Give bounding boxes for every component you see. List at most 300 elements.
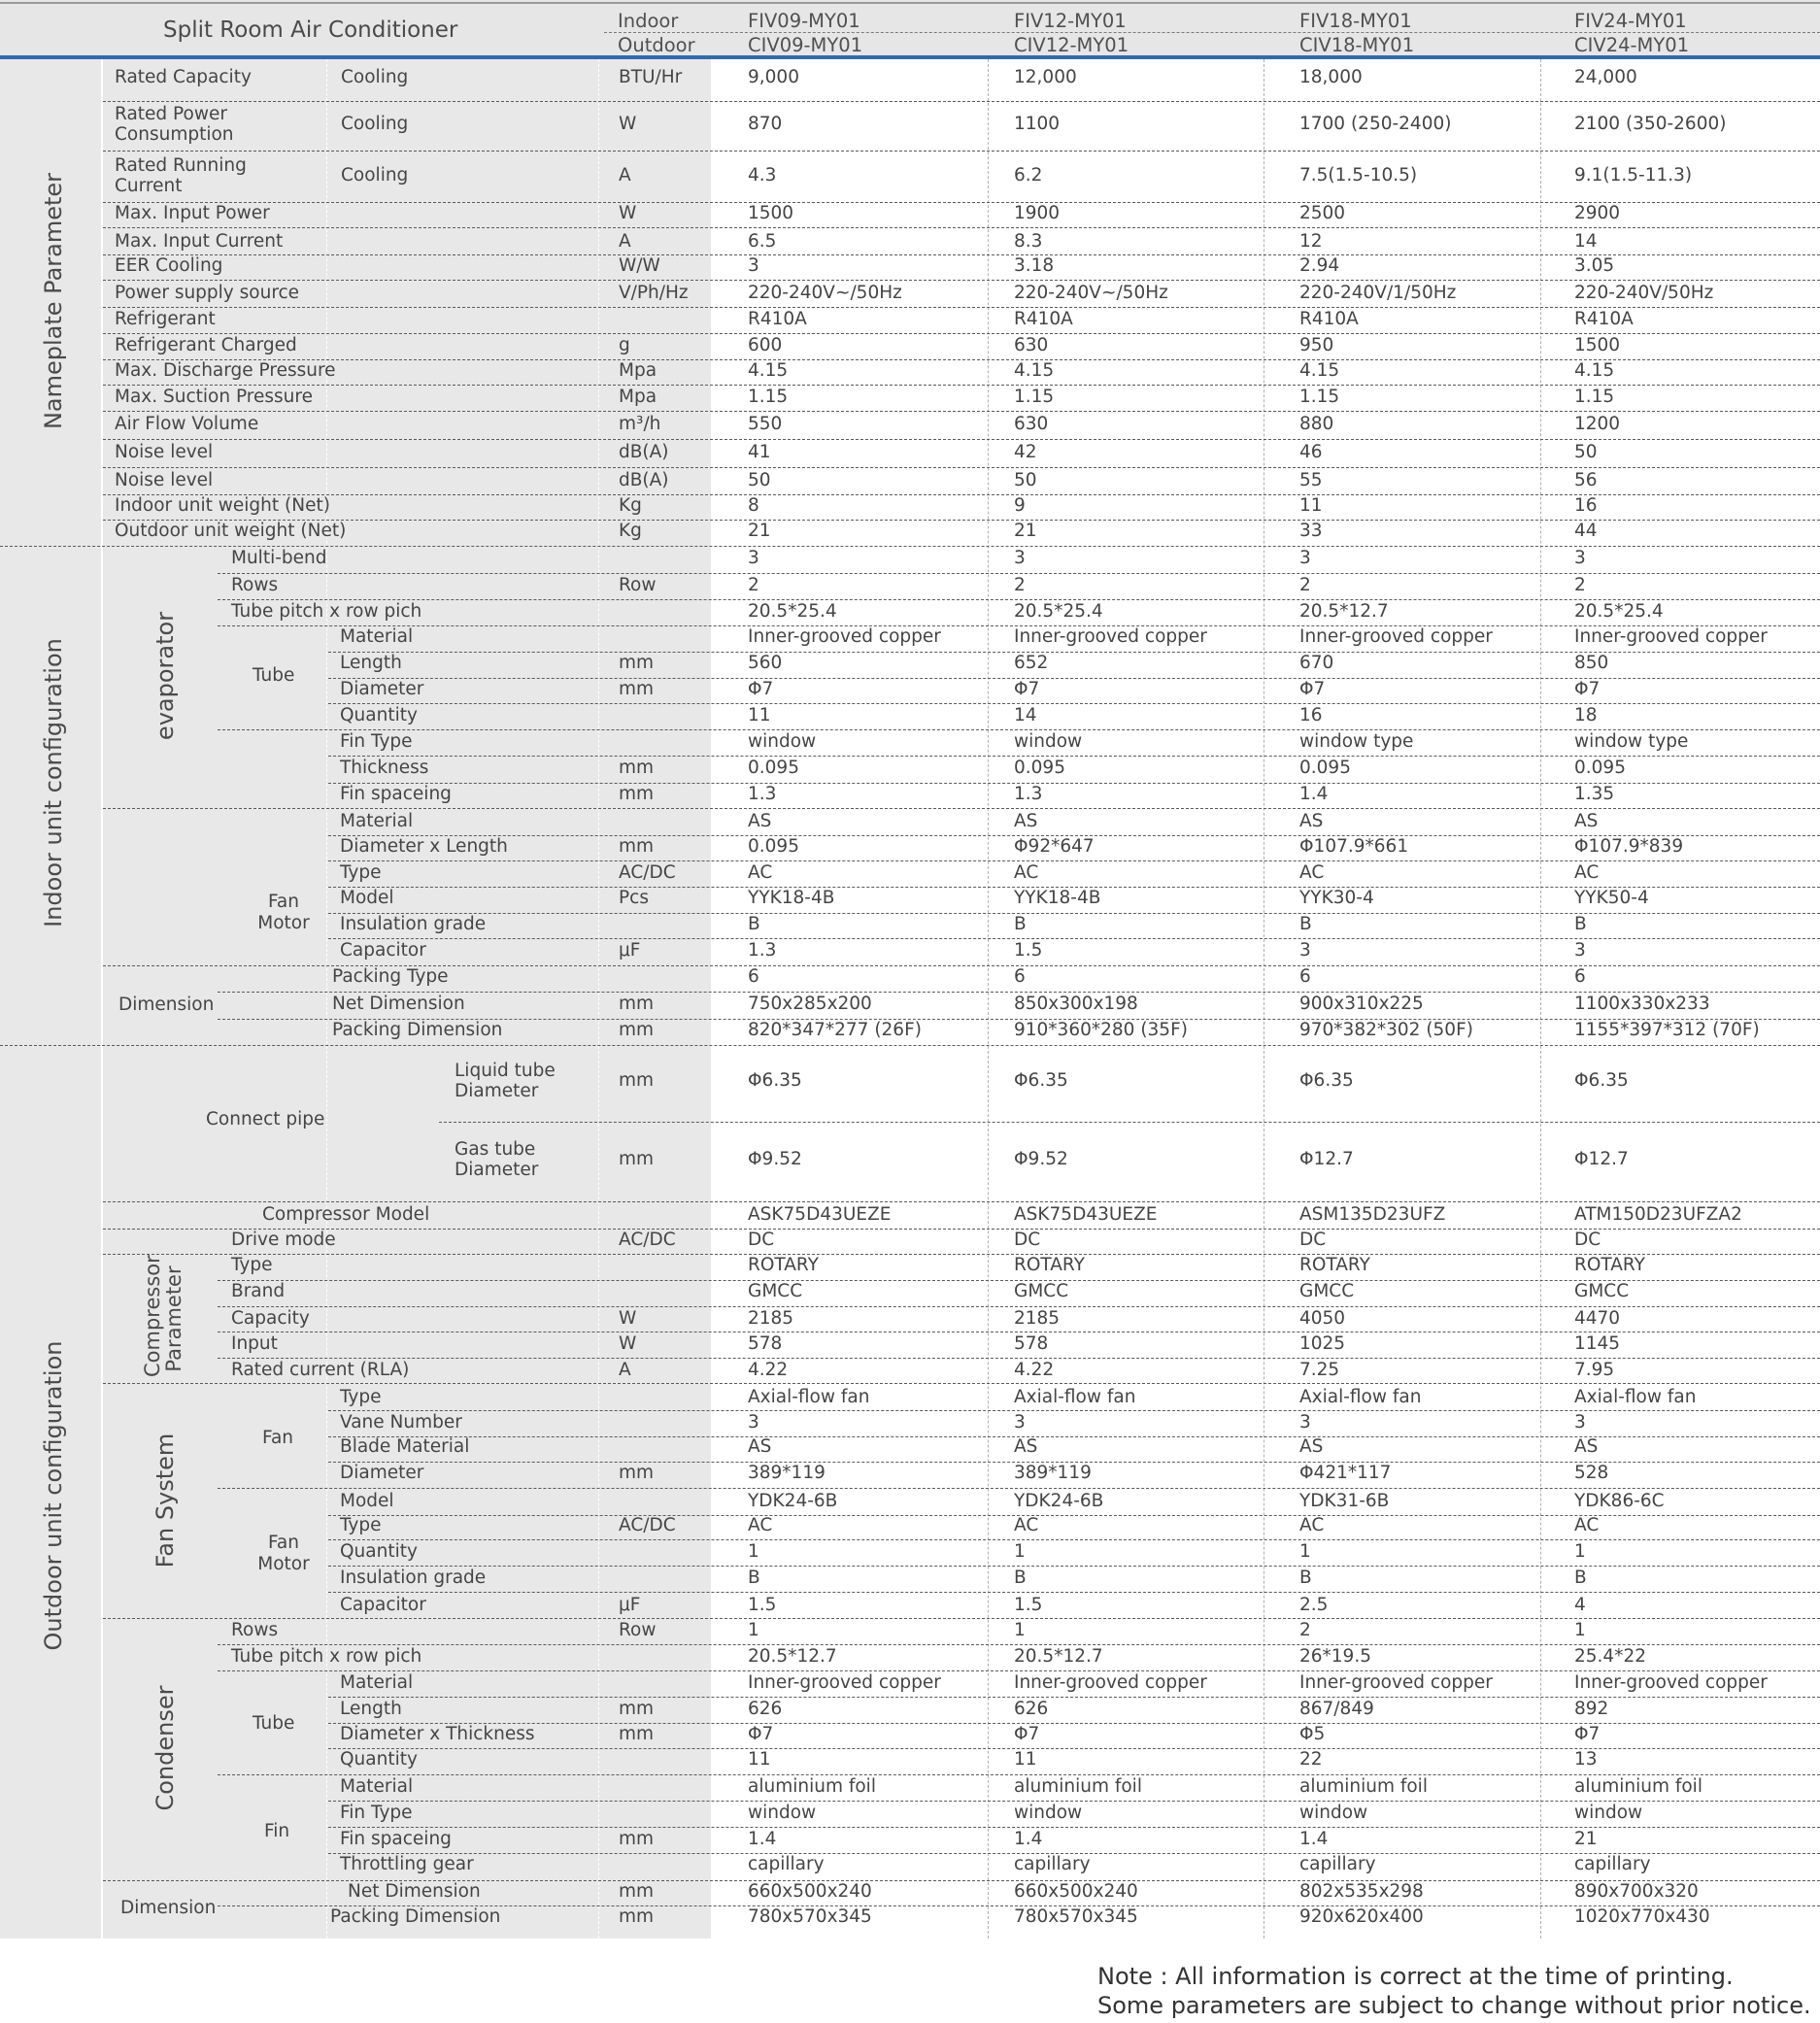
row-value: YDK24-6B	[1014, 1491, 1104, 1511]
row-value: DC	[1014, 1230, 1041, 1250]
row-value: B	[1014, 1568, 1027, 1588]
row-value: 1700 (250-2400)	[1299, 114, 1452, 134]
row-label: Rated Capacity	[115, 67, 252, 87]
row-value: 0.095	[1574, 758, 1626, 778]
row-rule	[103, 494, 1820, 495]
group-compressor-parameter: Compressor Parameter	[140, 1255, 185, 1377]
row-unit: W	[619, 114, 637, 134]
row-value: AC	[748, 1515, 773, 1535]
row-value: 1.5	[748, 1595, 777, 1615]
row-value: 2	[1299, 575, 1311, 595]
footnote-line-1: Note : All information is correct at the time of printing.	[1097, 1963, 1734, 1990]
row-value: B	[748, 914, 760, 934]
row-value: Φ6.35	[1574, 1070, 1629, 1091]
row-unit: dB(A)	[619, 470, 669, 490]
row-rule	[103, 202, 1820, 203]
row-value: 4470	[1574, 1308, 1621, 1329]
row-label: EER Cooling	[115, 255, 223, 276]
row-value: 660x500x240	[748, 1881, 872, 1902]
row-value: 850x300x198	[1014, 994, 1138, 1014]
row-label: Rated Running Current	[115, 155, 247, 197]
row-value: 1.4	[1014, 1829, 1043, 1849]
row-value: 8.3	[1014, 231, 1043, 252]
row-value: 1	[1014, 1620, 1026, 1640]
row-value: Inner-grooved copper	[1014, 1672, 1207, 1693]
row-unit: W	[619, 1308, 637, 1329]
row-value: Φ107.9*839	[1574, 836, 1684, 857]
row-value: R410A	[748, 309, 807, 329]
row-value: 11	[1299, 495, 1323, 516]
row-value: 780x570x345	[1014, 1906, 1138, 1927]
section-outdoor: Outdoor unit configuration	[40, 1340, 67, 1651]
row-value: 867/849	[1299, 1699, 1374, 1719]
row-label: Multi-bend	[231, 548, 327, 568]
row-value: 1.15	[1299, 387, 1340, 407]
row-rule	[218, 1488, 1820, 1489]
row-value: Φ7	[1574, 679, 1601, 699]
group-dimension: Dimension	[118, 995, 215, 1015]
row-unit: AC/DC	[619, 1515, 676, 1535]
row-value: Axial-flow fan	[748, 1387, 870, 1407]
row-value: 1145	[1574, 1333, 1621, 1354]
row-value: 1500	[748, 203, 794, 223]
row-value: Φ421*117	[1299, 1463, 1392, 1483]
row-value: Φ107.9*661	[1299, 836, 1409, 857]
row-label: Net Dimension	[348, 1881, 481, 1902]
row-value: 970*382*302 (50F)	[1299, 1020, 1473, 1040]
row-unit: dB(A)	[619, 442, 669, 462]
row-value: aluminium foil	[1299, 1776, 1428, 1797]
row-value: capillary	[1299, 1854, 1376, 1874]
row-value: 2	[1574, 575, 1586, 595]
row-value: 900x310x225	[1299, 994, 1424, 1014]
row-value: GMCC	[1014, 1281, 1069, 1301]
row-unit: Kg	[619, 495, 642, 516]
row-rule	[328, 1566, 1820, 1567]
row-unit: V/Ph/Hz	[619, 283, 689, 303]
row-value: window type	[1299, 731, 1414, 752]
row-value: 1020x770x430	[1574, 1906, 1710, 1927]
row-unit: Pcs	[619, 888, 649, 908]
row-value: 20.5*25.4	[1574, 601, 1664, 622]
row-value: 389*119	[1014, 1463, 1092, 1483]
row-label: Brand	[231, 1281, 286, 1301]
row-value: 4.3	[748, 165, 777, 185]
row-value: B	[1299, 1568, 1312, 1588]
row-value: 880	[1299, 414, 1334, 434]
row-value: 3	[1574, 940, 1586, 961]
row-value: 870	[748, 114, 783, 134]
row-value: ATM150D23UFZA2	[1574, 1204, 1742, 1225]
row-value: 3	[748, 1412, 759, 1433]
row-label: Rated Power Consumption	[115, 104, 234, 146]
row-value: 220-240V/1/50Hz	[1299, 283, 1457, 303]
row-value: R410A	[1014, 309, 1073, 329]
row-value: window	[748, 731, 817, 752]
row-value: 3	[1299, 940, 1311, 961]
row-value: 2185	[1014, 1308, 1061, 1329]
row-unit: A	[619, 1360, 631, 1380]
row-value: 850	[1574, 653, 1609, 673]
row-value: ASM135D23UFZ	[1299, 1204, 1446, 1225]
row-label: Length	[340, 653, 402, 673]
row-value: YYK50-4	[1574, 888, 1649, 908]
row-label: Fin spaceing	[340, 784, 452, 804]
row-label: Rows	[231, 575, 279, 595]
row-value: 802x535x298	[1299, 1881, 1424, 1902]
row-rule	[328, 1592, 1820, 1593]
row-value: B	[1574, 1568, 1587, 1588]
row-value: 1	[748, 1620, 759, 1640]
row-value: 4.22	[748, 1360, 789, 1380]
row-label: Fin Type	[340, 1803, 413, 1823]
row-label: Max. Input Power	[115, 203, 270, 223]
row-label: Tube pitch x row pich	[231, 1646, 422, 1667]
row-value: 18	[1574, 705, 1598, 725]
row-unit: mm	[619, 653, 655, 673]
group-fan-motor-2: Fan Motor	[257, 1533, 310, 1575]
row-value: capillary	[748, 1854, 825, 1874]
row-label: Insulation grade	[340, 1568, 487, 1588]
row-unit: Kg	[619, 521, 642, 541]
row-value: B	[1299, 914, 1312, 934]
row-label: Noise level	[115, 442, 214, 462]
indoor-model: FIV18-MY01	[1299, 10, 1412, 32]
row-unit: mm	[619, 758, 655, 778]
row-value: 20.5*12.7	[748, 1646, 837, 1667]
row-unit: mm	[619, 836, 655, 857]
row-value: Φ7	[748, 1724, 774, 1744]
row-label: Material	[340, 1672, 414, 1693]
row-value: 1.3	[748, 784, 777, 804]
row-value: 16	[1574, 495, 1598, 516]
row-rule	[218, 599, 1820, 600]
indoor-model: FIV09-MY01	[748, 10, 860, 32]
row-value: 1.15	[1014, 387, 1055, 407]
row-value: ASK75D43UEZE	[748, 1204, 892, 1225]
row-unit: A	[619, 165, 631, 185]
row-value: 9	[1014, 495, 1026, 516]
row-label: Blade Material	[340, 1436, 470, 1457]
row-rule	[328, 1410, 1820, 1411]
group-fin: Fin	[264, 1821, 290, 1841]
outdoor-model: CIV24-MY01	[1574, 34, 1690, 56]
row-value: 560	[748, 653, 783, 673]
row-rule	[103, 439, 1820, 440]
row-value: 3	[1574, 1412, 1586, 1433]
row-value: 0.095	[748, 836, 799, 857]
row-value: Φ5	[1299, 1724, 1326, 1744]
row-value: YYK18-4B	[1014, 888, 1101, 908]
row-rule	[328, 1539, 1820, 1540]
row-value: Φ9.52	[1014, 1149, 1068, 1169]
row-value: 1.3	[1014, 784, 1043, 804]
row-value: 670	[1299, 653, 1334, 673]
row-value: GMCC	[1574, 1281, 1630, 1301]
row-value: 6.5	[748, 231, 777, 252]
row-value: 11	[1014, 1749, 1037, 1770]
row-value: 56	[1574, 470, 1598, 490]
row-value: 50	[1574, 442, 1598, 462]
row-mode: Cooling	[341, 114, 409, 134]
label-separator-1	[598, 59, 599, 1939]
row-label: Vane Number	[340, 1412, 462, 1433]
row-label: Model	[340, 1491, 394, 1511]
row-value: 2	[1014, 575, 1026, 595]
row-rule	[103, 808, 1820, 809]
row-value: 1.35	[1574, 784, 1615, 804]
row-value: YDK31-6B	[1299, 1491, 1390, 1511]
row-value: 1200	[1574, 414, 1621, 434]
row-value: 920x620x400	[1299, 1906, 1424, 1927]
row-rule	[328, 756, 1820, 757]
row-value: 780x570x345	[748, 1906, 872, 1927]
row-value: 24,000	[1574, 67, 1637, 87]
row-rule	[103, 1618, 1820, 1619]
row-value: 25.4*22	[1574, 1646, 1646, 1667]
row-label: Noise level	[115, 470, 214, 490]
row-value: DC	[1299, 1230, 1327, 1250]
header-mid-rule	[604, 32, 1820, 33]
group-fan: Fan	[262, 1428, 294, 1448]
row-value: GMCC	[1299, 1281, 1355, 1301]
row-value: R410A	[1574, 309, 1634, 329]
row-value: AC	[1299, 1515, 1325, 1535]
row-value: 12,000	[1014, 67, 1077, 87]
row-label: Power supply source	[115, 283, 300, 303]
header-top-rule	[0, 2, 1820, 4]
row-unit: μF	[619, 940, 641, 961]
row-value: 4050	[1299, 1308, 1346, 1329]
row-value: 1	[1299, 1541, 1311, 1562]
row-value: 578	[1014, 1333, 1049, 1354]
row-value: YDK86-6C	[1574, 1491, 1665, 1511]
row-value: 3	[748, 255, 759, 276]
row-value: AS	[1574, 811, 1599, 831]
row-value: 2	[1299, 1620, 1311, 1640]
row-rule	[103, 1254, 1820, 1255]
row-unit: μF	[619, 1595, 641, 1615]
row-value: YDK24-6B	[748, 1491, 838, 1511]
row-label: Outdoor unit weight (Net)	[115, 521, 347, 541]
row-unit: mm	[619, 784, 655, 804]
row-value: AS	[748, 1436, 772, 1457]
row-label: Indoor unit weight (Net)	[115, 495, 330, 516]
row-label: Max. Discharge Pressure	[115, 360, 336, 381]
row-value: 1100x330x233	[1574, 994, 1710, 1014]
row-label: Refrigerant Charged	[115, 335, 297, 355]
row-value: YYK30-4	[1299, 888, 1374, 908]
row-unit: mm	[619, 1463, 655, 1483]
row-value: 1.3	[748, 940, 777, 961]
row-value: 0.095	[1014, 758, 1065, 778]
outdoor-model: CIV18-MY01	[1299, 34, 1415, 56]
row-value: 6	[748, 966, 759, 987]
row-value: 12	[1299, 231, 1323, 252]
row-label: Diameter	[340, 1463, 424, 1483]
row-rule	[218, 573, 1820, 574]
row-unit: mm	[619, 1829, 655, 1849]
row-value: GMCC	[748, 1281, 803, 1301]
outdoor-model: CIV09-MY01	[748, 34, 863, 56]
row-rule	[439, 1122, 1820, 1123]
row-value: Inner-grooved copper	[1014, 626, 1207, 647]
row-unit: Mpa	[619, 387, 657, 407]
row-label: Type	[340, 862, 382, 883]
row-label: Type	[231, 1255, 273, 1275]
row-value: 4.15	[1014, 360, 1055, 381]
row-rule	[218, 1358, 1820, 1359]
row-label: Tube pitch x row pich	[231, 601, 422, 622]
row-rule	[218, 992, 1820, 993]
row-value: 750x285x200	[748, 994, 872, 1014]
row-value: 578	[748, 1333, 783, 1354]
row-value: AS	[1014, 1436, 1038, 1457]
row-value: AC	[748, 862, 773, 883]
row-rule	[218, 729, 1820, 730]
row-unit: BTU/Hr	[619, 67, 683, 87]
row-rule	[328, 703, 1820, 704]
row-value: 220-240V/50Hz	[1574, 283, 1714, 303]
row-label: Drive mode	[231, 1230, 336, 1250]
row-value: 4.15	[748, 360, 789, 381]
indoor-label: Indoor	[618, 10, 679, 32]
row-unit: g	[619, 335, 630, 355]
row-value: 1.15	[1574, 387, 1615, 407]
row-value: window type	[1574, 731, 1689, 752]
indoor-model: FIV24-MY01	[1574, 10, 1687, 32]
row-value: 4.15	[1299, 360, 1340, 381]
row-value: 4	[1574, 1595, 1586, 1615]
row-value: 630	[1014, 414, 1049, 434]
row-value: 4.15	[1574, 360, 1615, 381]
row-unit: AC/DC	[619, 862, 676, 883]
group-tube-2: Tube	[253, 1713, 295, 1734]
row-value: 3	[1014, 548, 1026, 568]
row-value: 1100	[1014, 114, 1061, 134]
row-unit: mm	[619, 1070, 655, 1091]
row-value: 2100 (350-2600)	[1574, 114, 1727, 134]
row-label: Diameter x Length	[340, 836, 508, 857]
row-rule	[103, 359, 1820, 360]
row-value: 21	[1014, 521, 1037, 541]
row-unit: mm	[619, 1906, 655, 1927]
row-value: Inner-grooved copper	[1574, 626, 1768, 647]
row-label: Rows	[231, 1620, 279, 1640]
group-connect-pipe: Connect pipe	[206, 1109, 325, 1130]
row-rule	[0, 1045, 1820, 1046]
row-label: Insulation grade	[340, 914, 487, 934]
row-value: window	[1014, 731, 1083, 752]
row-rule	[218, 1306, 1820, 1307]
row-label: Capacitor	[340, 940, 426, 961]
row-value: ROTARY	[1574, 1255, 1645, 1275]
row-value: 626	[748, 1699, 783, 1719]
row-value: 2.5	[1299, 1595, 1329, 1615]
row-value: Φ6.35	[1014, 1070, 1068, 1091]
label-band-sep	[101, 59, 103, 1939]
group-fan-system: Fan System	[152, 1433, 179, 1568]
row-value: AS	[1299, 1436, 1324, 1457]
row-rule	[328, 913, 1820, 914]
row-unit: mm	[619, 1149, 655, 1169]
row-label: Diameter x Thickness	[340, 1724, 535, 1744]
group-evaporator: evaporator	[152, 611, 179, 741]
row-label: Max. Suction Pressure	[115, 387, 313, 407]
row-value: 1	[1014, 1541, 1026, 1562]
row-value: Φ12.7	[1574, 1149, 1629, 1169]
row-value: 11	[748, 705, 771, 725]
row-rule	[103, 254, 1820, 255]
row-value: DC	[748, 1230, 775, 1250]
row-value: 6	[1574, 966, 1586, 987]
row-value: 7.95	[1574, 1360, 1615, 1380]
row-value: 26*19.5	[1299, 1646, 1371, 1667]
row-value: 626	[1014, 1699, 1049, 1719]
row-value: 20.5*25.4	[748, 601, 837, 622]
row-rule	[103, 151, 1820, 152]
row-value: 1	[748, 1541, 759, 1562]
row-value: 1	[1574, 1541, 1586, 1562]
column-separator-0	[988, 59, 989, 1939]
row-label: Quantity	[340, 1749, 418, 1770]
row-value: capillary	[1014, 1854, 1091, 1874]
row-value: DC	[1574, 1230, 1601, 1250]
row-label: Fin spaceing	[340, 1829, 452, 1849]
row-value: Inner-grooved copper	[1574, 1672, 1768, 1693]
row-value: 890x700x320	[1574, 1881, 1699, 1902]
row-value: 3.05	[1574, 255, 1615, 276]
row-value: capillary	[1574, 1854, 1651, 1874]
row-value: 2900	[1574, 203, 1621, 223]
row-rule	[103, 227, 1820, 228]
row-value: 3	[1574, 548, 1586, 568]
row-value: 11	[748, 1749, 771, 1770]
row-value: Axial-flow fan	[1574, 1387, 1697, 1407]
row-rule	[103, 280, 1820, 281]
row-value: AC	[1574, 862, 1600, 883]
row-label: Diameter	[340, 679, 424, 699]
row-value: 550	[748, 414, 783, 434]
indoor-model: FIV12-MY01	[1014, 10, 1127, 32]
row-rule	[328, 1827, 1820, 1828]
row-value: 528	[1574, 1463, 1609, 1483]
row-value: AS	[1574, 1436, 1599, 1457]
row-value: Φ7	[1574, 1724, 1601, 1744]
row-rule	[218, 1644, 1820, 1645]
row-value: 14	[1574, 231, 1598, 252]
row-value: Φ7	[1299, 679, 1326, 699]
row-value: B	[748, 1568, 760, 1588]
row-label: Material	[340, 811, 414, 831]
row-rule	[218, 1670, 1820, 1671]
row-value: 21	[1574, 1829, 1598, 1849]
row-value: 1155*397*312 (70F)	[1574, 1020, 1760, 1040]
row-unit: A	[619, 231, 631, 252]
row-value: 41	[748, 442, 771, 462]
row-value: 20.5*12.7	[1299, 601, 1389, 622]
row-value: window	[1014, 1803, 1083, 1823]
row-rule	[0, 546, 1820, 547]
row-unit: mm	[619, 1020, 655, 1040]
row-value: AC	[1299, 862, 1325, 883]
row-value: R410A	[1299, 309, 1359, 329]
row-value: ASK75D43UEZE	[1014, 1204, 1158, 1225]
row-value: Inner-grooved copper	[748, 626, 941, 647]
row-rule	[328, 938, 1820, 939]
row-value: 220-240V~/50Hz	[748, 283, 902, 303]
row-unit: mm	[619, 1724, 655, 1744]
